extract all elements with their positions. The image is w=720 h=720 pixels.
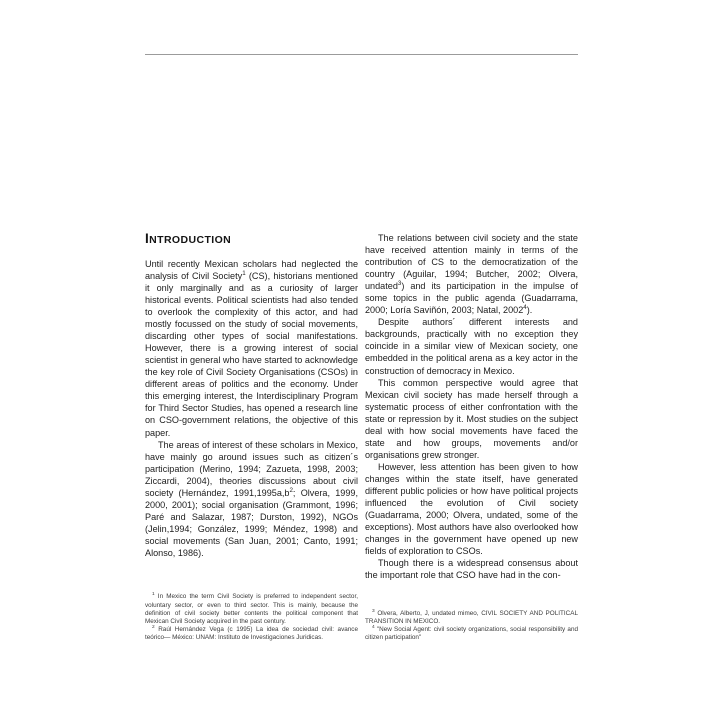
footnote-marker: 2 bbox=[152, 624, 155, 630]
paragraph: Despite authors´ different interests and backgrounds, practically with no exception they coincide in a similar view of Mexican society, one embedded in the political arena as a key actor in the construction of democracy in Mexico. bbox=[365, 317, 578, 376]
paragraph: Until recently Mexican scholars had neglected the analysis of Civil Society$^1$ (CS), historians mentioned it only marginally and as a curiosity of larger historical events. Political scientists had also tended to overlook the complexity of this actor, and had mostly focussed on the study of social movements, discarding other types of social manifestations. However, there is a growing interest of social scientist in general who have started to acknowledge the key role of Civil Society Organisations (CSOs) in different areas of politics and the economy. Under this emerging interest, the Interdisciplinary Program for Third Sector Studies, has opened a research line on CSO-government relations, the objective of this paper. bbox=[145, 258, 358, 438]
footnote: $^3$ Olvera, Alberto, J, undated mimeo, CIVIL SOCIETY AND POLITICAL TRANSITION IN MEXICO. bbox=[365, 608, 578, 625]
left-column-footnotes bbox=[145, 589, 358, 642]
header-rule bbox=[145, 54, 578, 55]
footnote-marker: 1 bbox=[152, 592, 155, 598]
paragraph: The areas of interest of these scholars in Mexico, have mainly go around issues such as citizen´s participation (Merino, 1994; Zazueta, 1998, 2003; Ziccardi, 2004), theories discussions about civil society (Hernández, $1991,1995a,b^2$; Olvera, 1999, 2000, 2001); social organisation (Grammont, 1996; Paré and Salazar, 1987; Durston, 1992), NGOs (Jelin,1994; González, 1999; Méndez, 1998) and social movements (San Juan, 2001; Canto, 1991; Alonso, 1986). bbox=[145, 439, 358, 558]
paragraph: However, less attention has been given to how changes within the state itself, have generated different public policies or how have political projects influenced the evolution of Civil society (Guadarrama, 2000; Olvera, undated, some of the exceptions). Most authors have also overlooked how changes in the government have opened up new fields of exploration to CSOs. bbox=[365, 461, 578, 557]
footnote-marker: 1 bbox=[242, 269, 246, 277]
right-column-footnotes bbox=[365, 606, 578, 642]
paragraph: Though there is a widespread consensus about the important role that CSO have had in the con- bbox=[365, 558, 578, 581]
footnote: $^1$ In Mexico the term Civil Society is preferred to independent sector, voluntary sector, or even to third sector. This is mainly, because the definition of civil society better contents the political component that Mexican Civil Society acquired in the past century. bbox=[145, 592, 358, 625]
footnote: $^4$ "New Social Agent: civil society organizations, social responsibility and citizen participation" bbox=[365, 624, 578, 641]
left-column bbox=[145, 232, 358, 642]
paragraph: This common perspective would agree that Mexican civil society has made herself through a systematic process of either confrontation with the state or repression by it. Most studies on the subject deal with how social movements have faced the state and how groups, movements and/or organisations grew stronger. bbox=[365, 377, 578, 460]
footnote: $^2$ Raúl Hernández Vega (c 1995) La idea de sociedad civil: avance teórico— México: UNAM: Instituto de Investigaciones Juridicas. bbox=[145, 624, 358, 641]
two-column-text-body bbox=[145, 232, 578, 642]
right-column bbox=[365, 232, 578, 642]
heading-smallcaps: NTRODUCTION bbox=[149, 234, 232, 246]
footnote-marker: 3 bbox=[397, 280, 402, 288]
left-column-body bbox=[145, 232, 358, 559]
footnote-marker: 2 bbox=[289, 486, 293, 494]
footnote-marker: 4 bbox=[523, 304, 527, 312]
paragraph: The relations between civil society and the state have received attention mainly in terms of the contribution of CS to the democratization of the country (Aguilar, 1994; Butcher, 2002; Olvera, undated$^3$) and its participation in the impulse of some topics in the public agenda (Guadarrama, 2000; Loría Saviñón, 2003; Natal, 2002$^4$). bbox=[365, 233, 578, 316]
footnote-marker: 4 bbox=[372, 624, 375, 630]
right-column-body bbox=[365, 232, 578, 581]
page-title bbox=[145, 232, 358, 247]
footnote-marker: 3 bbox=[372, 608, 375, 614]
heading-initial-cap: I bbox=[145, 231, 150, 246]
